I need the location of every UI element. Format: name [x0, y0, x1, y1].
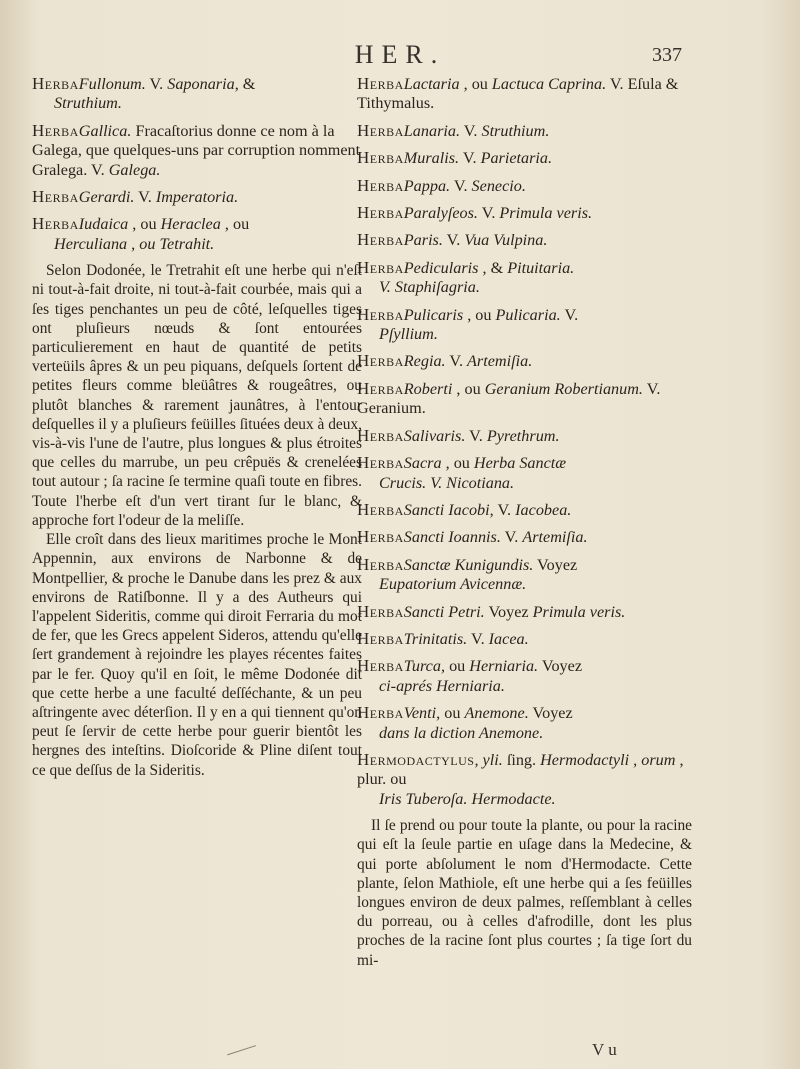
entry-term: Sancti Iacobi,	[403, 500, 494, 519]
dictionary-entry	[357, 426, 692, 446]
entry-text: V.	[459, 149, 481, 168]
entry-reference: Heraclea	[160, 215, 221, 234]
dictionary-entry	[357, 148, 692, 168]
entry-headword: Herba	[357, 148, 404, 168]
entry-headword: Herba	[32, 120, 79, 140]
entry-term: Sacra	[403, 454, 442, 473]
entry-term: Pulicaris	[403, 305, 464, 324]
entry-term: Paris.	[403, 231, 443, 250]
entry-continuation: ci-aprés Herniaria.	[379, 676, 505, 695]
entry-reference: Herba Sanctæ	[473, 454, 567, 473]
entry-text: , ou	[128, 215, 161, 234]
entry-headword: Herba	[32, 187, 79, 207]
entry-text: , ou	[459, 75, 492, 93]
entry-reference: Primula veris.	[499, 204, 593, 223]
entry-term: Trinitatis.	[403, 629, 468, 648]
entry-reference: Iacea.	[488, 629, 529, 648]
entry-tail: , &	[234, 75, 256, 93]
entry-continuation: V. Staphiſagria.	[379, 278, 480, 297]
entry-headword: Herba	[357, 656, 404, 676]
body-paragraph: Selon Dodonée, le Tretrahit eſt une herbe qui n'eſt ni tout-à-fait droite, ni tout-à-fait courbée, mais qui a ſes tiges penchantes un peu de côté, leſquelles tiges ont pluſieurs nœuds & ſont entourées particulierement en haut de quantité de petits verteüils âpres & un peu piquans, deſquels ſortent de petites fleurs comme bleüâtres & rougeâtres, ou plutôt blanches & rarement jaunâtres, à l'entour deſquelles il y a pluſieurs feüilles ſituées deux à deux, vis-à-vis l'une de l'autre, plus longues & plus étroites que celles du marrube, un peu crêpuës & crenelées tout autour ; ſa racine ſe termine quaſi toute en fibres. Toute l'herbe eſt d'un vert tirant ſur le blanc, & approche fort l'odeur de la meliſſe.	[32, 262, 362, 529]
entry-continuation: Crucis. V. Nicotiana.	[379, 473, 515, 492]
entry-text: V.	[450, 176, 472, 195]
entry-reference: Pituitaria.	[507, 258, 575, 277]
entry-reference: Pyrethrum.	[486, 426, 560, 445]
entry-text: V.	[477, 204, 500, 223]
dictionary-entry	[357, 555, 692, 595]
entry-term: Iudaica	[78, 215, 129, 234]
entry-text: V.	[500, 528, 523, 547]
dictionary-entry	[357, 176, 692, 196]
entry-term: Gallica.	[78, 121, 132, 140]
entry-text: ou	[445, 657, 470, 676]
entry-reference: Senecio.	[471, 176, 526, 195]
entry-tail: V. Eſula & Tithymalus.	[357, 75, 679, 113]
dictionary-entry	[357, 750, 692, 809]
entry-text: , ou	[463, 305, 496, 324]
entry-text: , ou	[441, 454, 474, 473]
entry-reference: Geranium Robertianum.	[484, 379, 643, 398]
entry-term: Lactaria	[403, 75, 460, 93]
entry-tail: V.	[560, 305, 579, 324]
dictionary-entry	[357, 230, 692, 250]
dictionary-entry	[357, 527, 692, 547]
entry-term: Sancti Ioannis.	[403, 528, 501, 547]
entry-term: Paralyſeos.	[403, 204, 478, 223]
entry-headword: Herba	[357, 425, 404, 445]
entry-term: Sanctæ Kunigundis.	[403, 555, 534, 574]
dictionary-entry	[357, 379, 692, 419]
entry-text: V.	[134, 188, 156, 207]
entry-text: , &	[478, 258, 508, 277]
dictionary-entry	[32, 74, 362, 114]
dictionary-entry	[357, 453, 692, 493]
entry-tail: , plur. ou	[357, 750, 684, 789]
entry-headword: Herba	[357, 554, 404, 574]
entry-term: Lanaria.	[403, 121, 461, 140]
dictionary-entry	[357, 500, 692, 520]
entry-reference: Saponaria	[167, 75, 235, 93]
body-paragraph: Elle croît dans des lieux maritimes proche le Mont Appennin, aux environs de Narbonne & de Montpellier, & proche le Danube dans les prez & aux environs de Ratiſbonne. Il y a des Autheurs qui l'appelent Sideritis, comme qui diroit Ferraria du mot de fer, que les Grecs appelent Sideros, attendu qu'elle ſert grandement à rejoindre les playes récentes faites par le fer. Quoy qu'il en ſoit, le même Dodonée dit que cette herbe a une faculté deſſéchante, & un peu aſtringente avec déterſion. Il y en a qui tiennent qu'on peut ſe ſervir de cette herbe pour guerir bientôt les hergnes des inteſtins. Dioſcoride & Pline diſent tout ce que deſſus de la Sideritis.	[32, 531, 362, 779]
ink-mark	[224, 1036, 256, 1056]
entry-headword: Herba	[357, 304, 404, 324]
entry-continuation: Iris Tuberoſa. Hermodacte.	[379, 789, 556, 808]
page-header	[0, 40, 800, 70]
entry-headword: Herba	[357, 499, 404, 519]
entry-text: Voyez	[533, 555, 578, 574]
entry-term: Salivaris.	[403, 426, 466, 445]
entry-reference: Anemone.	[464, 704, 529, 723]
entry-text: V.	[445, 352, 468, 371]
entry-headword: Herba	[32, 214, 79, 234]
entry-term: Pappa.	[403, 176, 451, 195]
dictionary-entry	[32, 121, 362, 180]
right-column	[357, 74, 692, 970]
entry-text: V.	[493, 500, 516, 519]
body-paragraph: Il ſe prend ou pour toute la plante, ou pour la racine qui eſt la ſeule partie en uſage dans la Medecine, & qui porte abſolument le nom d'Hermodacte. Cette plante, ſelon Mathiole, eſt une herbe qui a ſes feüilles longues environ de deux palmes, reſſemblant à celles du porreau, ou à celles d'afrodille, dont les plus proches de la racine ſont plus courtes ; ſa tige ſort du mi-	[357, 817, 692, 969]
entry-continuation: Pſyllium.	[379, 325, 438, 344]
entry-term: Fullonum.	[78, 75, 146, 93]
entry-headword: Herba	[357, 453, 404, 473]
entry-continuation: Herculiana , ou Tetrahit.	[54, 234, 215, 253]
entry-reference: Parietaria.	[480, 149, 553, 168]
entry-headword: Herba	[357, 378, 404, 398]
entry-text: V.	[442, 231, 465, 250]
entry-headword: Herba	[357, 175, 404, 195]
entry-reference: Primula veris.	[532, 602, 626, 621]
entry-headword: Herba	[32, 74, 79, 93]
entry-reference: Lactuca Caprina.	[491, 75, 607, 93]
entry-tail: , ou	[220, 215, 250, 234]
entry-headword: Herba	[357, 628, 404, 648]
running-head: HER.	[354, 40, 446, 69]
entry-text: Voyez	[484, 602, 533, 621]
dictionary-entry	[357, 656, 692, 696]
entry-headword: Herba	[357, 351, 404, 371]
dictionary-entry	[357, 258, 692, 298]
dictionary-entry	[357, 703, 692, 743]
entry-continuation: Struthium.	[54, 94, 122, 113]
dictionary-entry	[357, 351, 692, 371]
entry-term: Venti,	[403, 704, 441, 723]
entry-term: Muralis.	[403, 149, 460, 168]
dictionary-entry	[357, 602, 692, 622]
left-column	[32, 74, 362, 780]
entry-headword: Hermodactylus	[357, 749, 475, 769]
entry-text: , ou	[452, 379, 485, 398]
entry-reference: Iacobea.	[515, 500, 572, 519]
entry-reference: Imperatoria.	[155, 188, 239, 207]
entry-text: V.	[460, 121, 482, 140]
entry-continuation: Eupatorium Avicennæ.	[379, 575, 527, 594]
catchword: V u	[592, 1040, 617, 1059]
entry-headword: Herba	[357, 601, 404, 621]
entry-tail: Voyez	[538, 657, 583, 676]
entry-term: Sancti Petri.	[403, 602, 485, 621]
entry-reference: Struthium.	[481, 121, 550, 140]
entry-reference: Hermodactyli , orum	[540, 750, 676, 769]
entry-text: V.	[467, 629, 489, 648]
entry-term: , yli.	[474, 750, 503, 769]
dictionary-entry	[357, 305, 692, 345]
entry-continuation: dans la diction Anemone.	[379, 723, 544, 742]
dictionary-entry	[32, 214, 362, 254]
entry-term: Roberti	[403, 379, 453, 398]
entry-term: Pedicularis	[403, 258, 479, 277]
entry-headword: Herba	[357, 203, 404, 223]
dictionary-entry	[32, 187, 362, 207]
entry-headword: Herba	[357, 230, 404, 250]
entry-tail: V. Geranium.	[357, 379, 661, 418]
dictionary-entry	[357, 74, 692, 114]
entry-term: Turca,	[403, 657, 446, 676]
dictionary-entry	[357, 121, 692, 141]
entry-reference: Pulicaria.	[495, 305, 561, 324]
dictionary-entry	[357, 203, 692, 223]
entry-headword: Herba	[357, 257, 404, 277]
entry-text: ou	[440, 704, 465, 723]
page-number: 337	[652, 44, 682, 66]
entry-headword: Herba	[357, 120, 404, 140]
entry-headword: Herba	[357, 74, 404, 93]
entry-reference: Artemiſia.	[522, 528, 588, 547]
entry-headword: Herba	[357, 527, 404, 547]
entry-text: V.	[465, 426, 487, 445]
entry-text: Fracaſtorius donne ce nom à la Galega, que quelques-uns par corruption nomment Gralega. V.	[32, 121, 361, 179]
entry-headword: Herba	[357, 703, 404, 723]
entry-reference: Vua Vulpina.	[464, 231, 548, 250]
entry-text: V.	[145, 75, 168, 93]
entry-tail: Voyez	[528, 704, 573, 723]
entry-reference: Artemiſia.	[467, 352, 533, 371]
entry-term: Gerardi.	[78, 188, 135, 207]
entry-reference: Herniaria.	[469, 657, 539, 676]
dictionary-entry	[357, 629, 692, 649]
entry-term: Regia.	[403, 352, 446, 371]
entry-reference: Galega.	[108, 160, 161, 179]
entry-text: ſing.	[502, 750, 541, 769]
